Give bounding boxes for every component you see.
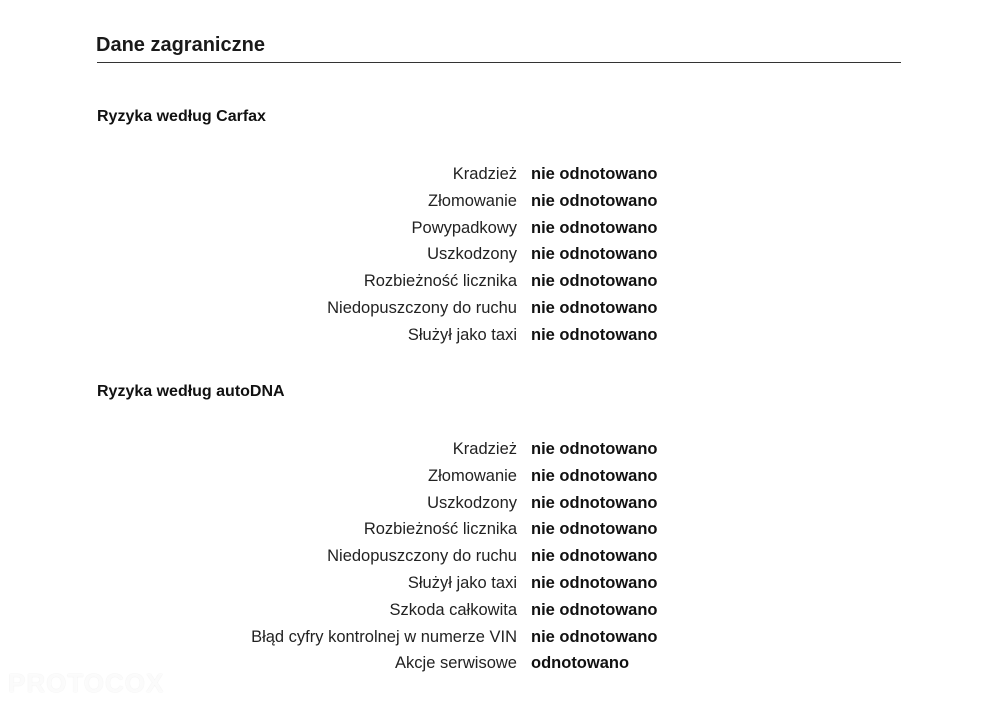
risk-label: Złomowanie [428,466,517,485]
risk-label: Uszkodzony [427,493,517,512]
risk-label: Niedopuszczony do ruchu [327,298,517,317]
risk-label: Błąd cyfry kontrolnej w numerze VIN [251,627,517,646]
risk-row [0,189,1000,216]
risk-label: Służył jako taxi [407,325,517,344]
risk-row [0,216,1000,243]
risk-label: Powypadkowy [411,218,517,237]
risk-row [0,625,1000,652]
risk-row [0,296,1000,323]
risk-status: nie odnotowano [531,218,658,237]
risk-status: nie odnotowano [531,627,658,646]
risk-row [0,571,1000,598]
risk-row [0,269,1000,296]
risk-status: nie odnotowano [531,325,658,344]
risk-status: nie odnotowano [531,298,658,317]
risk-status: nie odnotowano [531,440,658,458]
risk-label: Rozbieżność licznika [363,520,517,539]
risk-row [0,491,1000,518]
risk-label: Rozbieżność licznika [363,272,517,291]
risk-status: nie odnotowano [531,245,658,264]
section-heading-carfax: Ryzyka według Carfax [97,108,266,125]
risk-label: Kradzież [452,440,517,458]
risk-status: nie odnotowano [531,165,658,183]
risk-label: Szkoda całkowita [389,600,517,619]
risk-status: nie odnotowano [531,573,658,592]
risk-status: nie odnotowano [531,520,658,539]
risk-label: Akcje serwisowe [395,654,517,673]
carfax-risk-list [0,162,1000,350]
risk-row [0,464,1000,491]
risk-label: Niedopuszczony do ruchu [327,547,517,566]
risk-row [0,517,1000,544]
risk-row [0,323,1000,350]
risk-row [0,162,1000,189]
risk-row [0,437,1000,464]
risk-row [0,544,1000,571]
autodna-risk-list [0,437,1000,678]
section-heading-autodna: Ryzyka według autoDNA [97,383,285,400]
risk-status: nie odnotowano [531,600,658,619]
risk-label: Służył jako taxi [407,573,517,592]
risk-status: nie odnotowano [531,466,658,485]
watermark: PROTOCOX [8,668,165,698]
risk-status: nie odnotowano [531,272,658,291]
risk-label: Uszkodzony [427,245,517,264]
risk-status: nie odnotowano [531,547,658,566]
risk-row [0,598,1000,625]
risk-status: nie odnotowano [531,191,658,210]
risk-label: Złomowanie [428,191,517,210]
risk-status: odnotowano [531,654,630,673]
risk-label: Kradzież [452,165,517,183]
page-title: Dane zagraniczne [96,34,265,56]
title-divider [97,62,901,63]
risk-row [0,242,1000,269]
risk-status: nie odnotowano [531,493,658,512]
